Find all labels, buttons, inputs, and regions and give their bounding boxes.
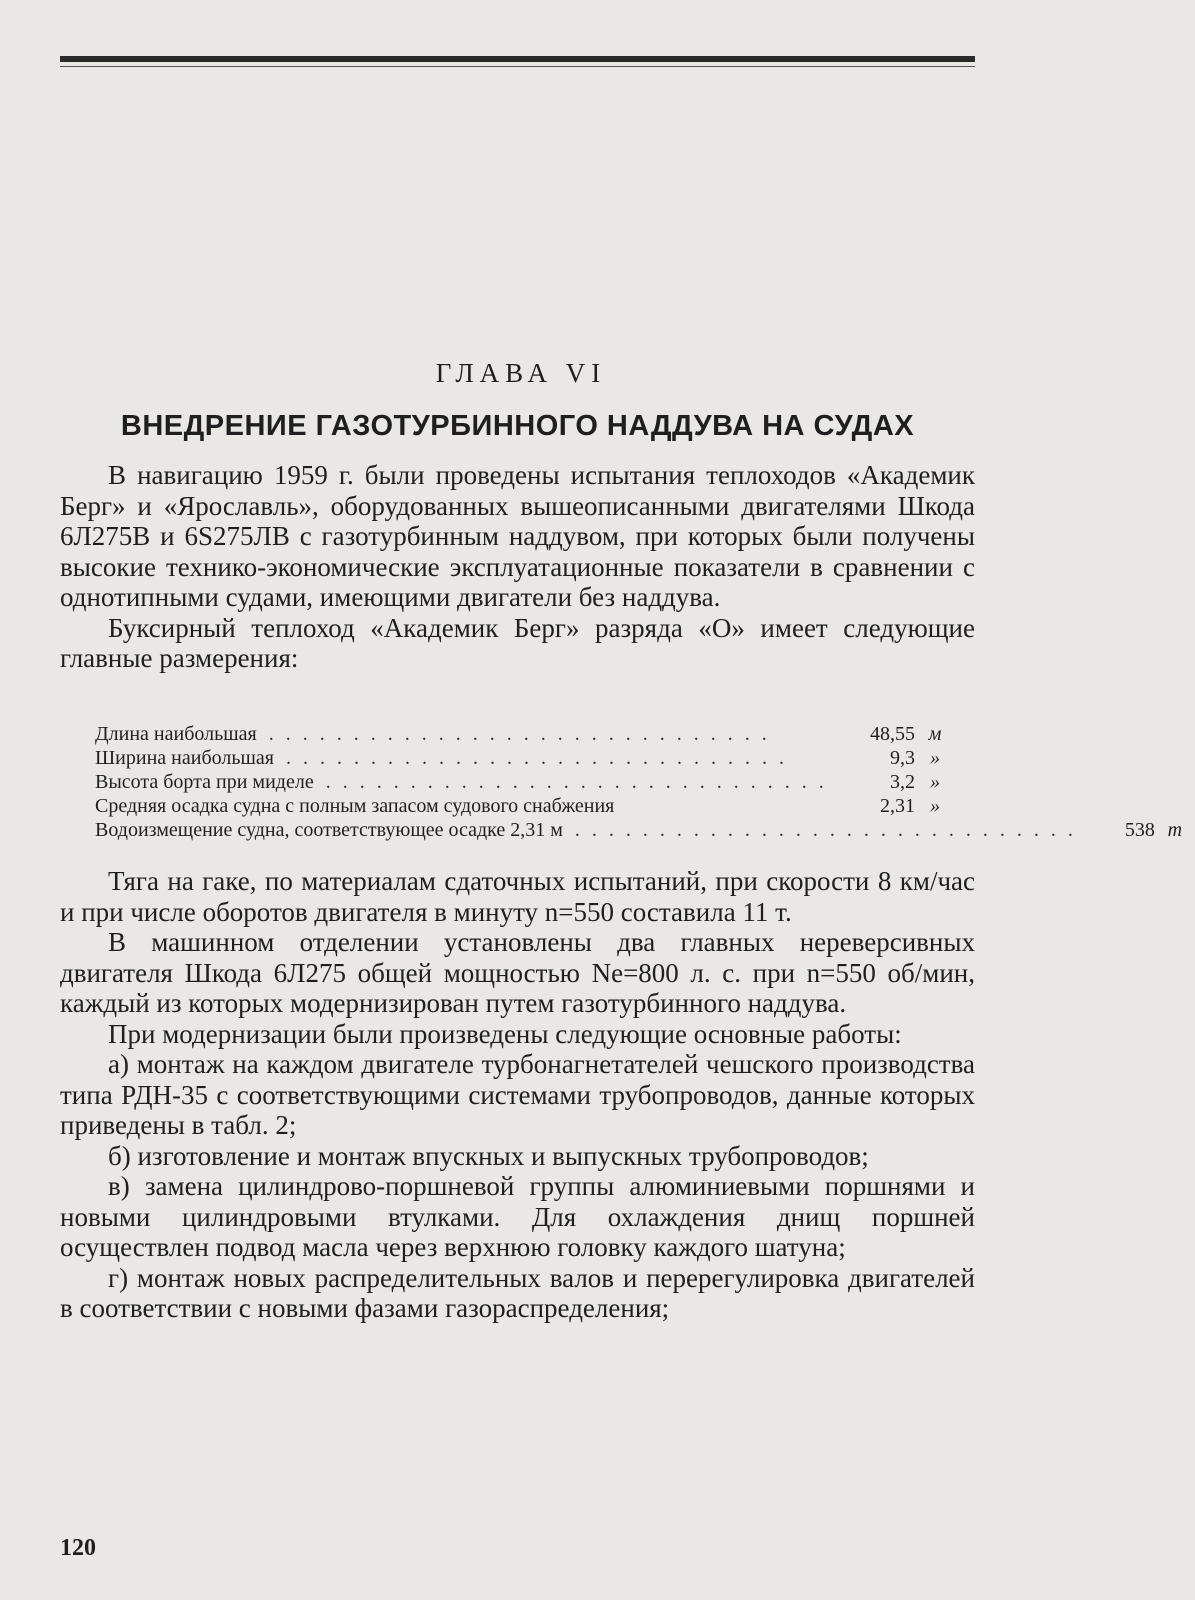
dimensions-list [95,722,1183,842]
leader-dots: .............................. [268,723,779,745]
spec-value: 538 [1124,819,1155,841]
spec-value: 3,2 [890,771,915,793]
spec-value: 9,3 [890,747,915,769]
list-item-b: б) изготовление и монтаж впускных и выпускных трубопроводов; [108,1140,869,1171]
leader-dots: .............................. [285,747,796,769]
page-number: 120 [60,1535,96,1561]
spec-label: Ширина наибольшая [95,747,274,769]
list-item-c: в) замена цилиндрово-поршневой группы алюминиевыми поршнями и новыми цилиндровыми втулками. Для охлаждения днищ поршней осуществлен подвод масла через верхнюю головку каждого шатуна; [60,1171,975,1262]
spec-value: 2,31 [880,795,915,817]
spec-label: Водоизмещение судна, соответствующее осадке 2,31 м [95,819,563,841]
spec-unit: т [1167,819,1183,841]
intro-section [60,460,975,674]
paragraph-dimensions-lead: Буксирный теплоход «Академик Берг» разряда «О» имеет следующие главные размерения: [60,612,975,673]
paragraph-towing: Тяга на гаке, по материалам сдаточных испытаний, при скорости 8 км/час и при числе оборотов двигателя в минуту n=550 составила 11 т. [60,866,975,927]
top-rule-thin [60,66,975,67]
spec-row [95,746,955,770]
spec-label: Высота борта при миделе [95,771,314,793]
chapter-title: ВНЕДРЕНИЕ ГАЗОТУРБИННОГО НАДДУВА НА СУДАХ [120,410,915,442]
top-rule [60,56,975,62]
main-section [60,866,975,1324]
leader-dots: .............................. [325,771,836,793]
paragraph-works-lead: При модернизации были произведены следующие основные работы: [108,1018,902,1049]
spec-label: Длина наибольшая [95,723,257,745]
spec-row [95,794,955,818]
spec-value: 48,55 [870,723,915,745]
list-item-a: а) монтаж на каждом двигателе турбонагнетателей чешского производства типа РДН-35 с соответствующими системами трубопроводов, данные которых приведены в табл. 2; [60,1049,975,1140]
spec-label: Средняя осадка судна с полным запасом судового снабжения [95,795,615,817]
spec-row [95,818,1183,842]
spec-unit: » [930,795,940,817]
chapter-label: ГЛАВА VI [435,358,607,388]
spec-unit: » [930,747,940,769]
spec-row [95,770,955,794]
spec-row [95,722,955,746]
list-item-d: г) монтаж новых распределительных валов и перерегулировка двигателей в соответствии с новыми фазами газораспределения; [60,1262,975,1323]
leader-dots: .............................. [574,819,1085,841]
paragraph-engine-room: В машинном отделении установлены два главных нереверсивных двигателя Шкода 6Л275 общей мощностью Ne=800 л. с. при n=550 об/мин, каждый из которых модернизирован путем газотурбинного наддува. [60,927,975,1018]
paragraph-intro: В навигацию 1959 г. были проведены испытания теплоходов «Академик Берг» и «Ярославль», оборудованных вышеописанными двигателями Шкода 6Л275В и 6S275ЛВ с газотурбинным наддувом, при которых были получены высокие технико-экономические эксплуатационные показатели в сравнении с однотипными судами, имеющими двигатели без наддува. [60,460,975,612]
spec-unit: » [930,771,940,793]
spec-unit: м [928,723,942,745]
